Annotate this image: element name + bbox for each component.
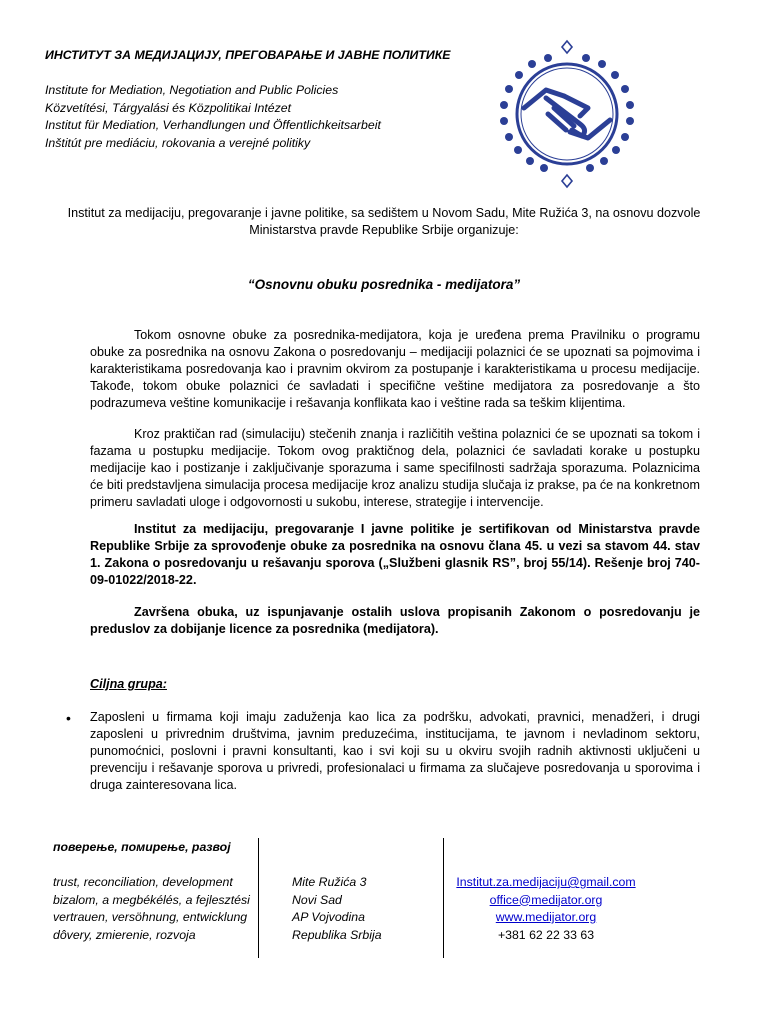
footer-address — [292, 874, 382, 944]
address-region: AP Vojvodina — [292, 910, 365, 924]
paragraph-certification: Institut za medijaciju, pregovaranje I javne politike je sertifikovan od Ministarstva pravde Republike Srbije za sprovođenje obuke za posrednika na osnovu člana 45. u vezi sa stavom 44. stav 1. Zakona o posredovanju u rešavanju sporova („Službeni glasnik RS”, broj 55/14). Rešenje broj 740-09-01022/2018-22. — [90, 522, 700, 587]
institute-name-hungarian: Közvetítési, Tárgyalási és Közpolitikai Intézet — [45, 100, 292, 115]
footer-slogans — [53, 874, 250, 944]
paragraph-course-overview: Tokom osnovne obuke za posrednika-medijatora, koja je uređena prema Pravilniku o programu obuke za posrednika na osnovu Zakona o posredovanju – medijaciji polaznici će se upoznati sa pojmovima i karakteristikama posredovanja kao i pravnim okvirom za postupanje i karakteristikama u procesu medijacije. Takođe, tokom obuke polaznici će savladati i specifične veštine medijatora za posredovanje a što podrazumeva veštine komunikacije i rešavanja konflikata kao i veštine rada sa teškim klijentima. — [90, 328, 700, 410]
email-link-gmail[interactable]: Institut.za.medijaciju@gmail.com — [456, 875, 636, 889]
footer-slogan-slovak: dôvery, zmierenie, rozvoja — [53, 927, 196, 942]
address-city: Novi Sad — [292, 892, 342, 907]
paragraph-licence-requirement: Završena obuka, uz ispunjavanje ostalih uslova propisanih Zakonom o posredovanju je preduslov za dobijanje licence za posrednika (medijatora). — [90, 605, 700, 636]
target-group-heading: Ciljna grupa: — [90, 677, 167, 691]
footer-slogan-german: vertrauen, versöhnung, entwicklung — [53, 910, 248, 924]
address-country: Republika Srbija — [292, 927, 382, 942]
institute-name-english: Institute for Mediation, Negotiation and Public Policies — [45, 83, 339, 97]
institute-name-slovak: Inštitút pre mediáciu, rokovania a verejné politiky — [45, 135, 311, 150]
email-link-office[interactable]: office@medijator.org — [489, 892, 603, 907]
institute-names — [45, 82, 381, 152]
handshake-logo-icon — [484, 38, 650, 190]
institute-name-german: Institut für Mediation, Verhandlungen und Öffentlichkeitsarbeit — [45, 118, 381, 132]
course-title: “Osnovnu obuku posrednika - medijatora” — [247, 277, 521, 292]
footer-contact — [448, 874, 644, 944]
paragraph-practical-work: Kroz praktičan rad (simulaciju) stečenih znanja i različitih veština polaznici će se upoznati sa tokom i fazama u postupku medijacije. Tokom ovog praktičnog dela, polaznici će savladati korake u postupku medijacije kao i postizanje i zaključivanje sporazuma i same specifilnosti sadržaja sporazuma. Polaznicima će biti predstavljena simulacija procesa medijacije kroz analizu studija slučaja iz prakse, pa će na konkretnom primeru savladati uloge i odgovornosti u sukobu, interese, strategije i intervencije. — [90, 427, 700, 509]
intro-text: Institut za medijaciju, pregovaranje i javne politike, sa sedištem u Novom Sadu, Mite Ružića 3, na osnovu dozvole Ministarstva pravde Republike Srbije organizuje: — [67, 206, 701, 237]
target-group-item: Zaposleni u firmama koji imaju zaduženja kao lica za podršku, advokati, pravnici, menadžeri, i drugi zaposleni u privrednim društvima, javnim preduzećima, institucijama, te javnom i nevladinom sektoru, punomoćnici, poslovni i pravni konsultanti, kao i svi koji su u okviru svojih radnih aktivnosti uključeni u prevenciju i rešavanje sporova u privredi, profesionalaci u firmama za slučajeve posredovanja u sporovima i druga zainteresovana lica. — [90, 710, 700, 792]
address-street: Mite Ružića 3 — [292, 875, 367, 889]
website-link[interactable]: www.medijator.org — [495, 910, 597, 924]
footer-divider — [443, 838, 444, 958]
footer-slogan-english: trust, reconciliation, development — [53, 875, 233, 889]
phone-number: +381 62 22 33 63 — [497, 927, 595, 942]
footer-slogan-cyrillic: поверење, помирење, развој — [53, 840, 231, 854]
institute-title-cyrillic: ИНСТИТУТ ЗА МЕДИЈАЦИЈУ, ПРЕГОВАРАЊЕ И ЈАВНЕ ПОЛИТИКЕ — [45, 48, 451, 62]
footer-slogan-hungarian: bizalom, a megbékélés, a fejlesztési — [53, 892, 250, 907]
bullet-icon: • — [66, 710, 71, 726]
footer-divider — [258, 838, 259, 958]
